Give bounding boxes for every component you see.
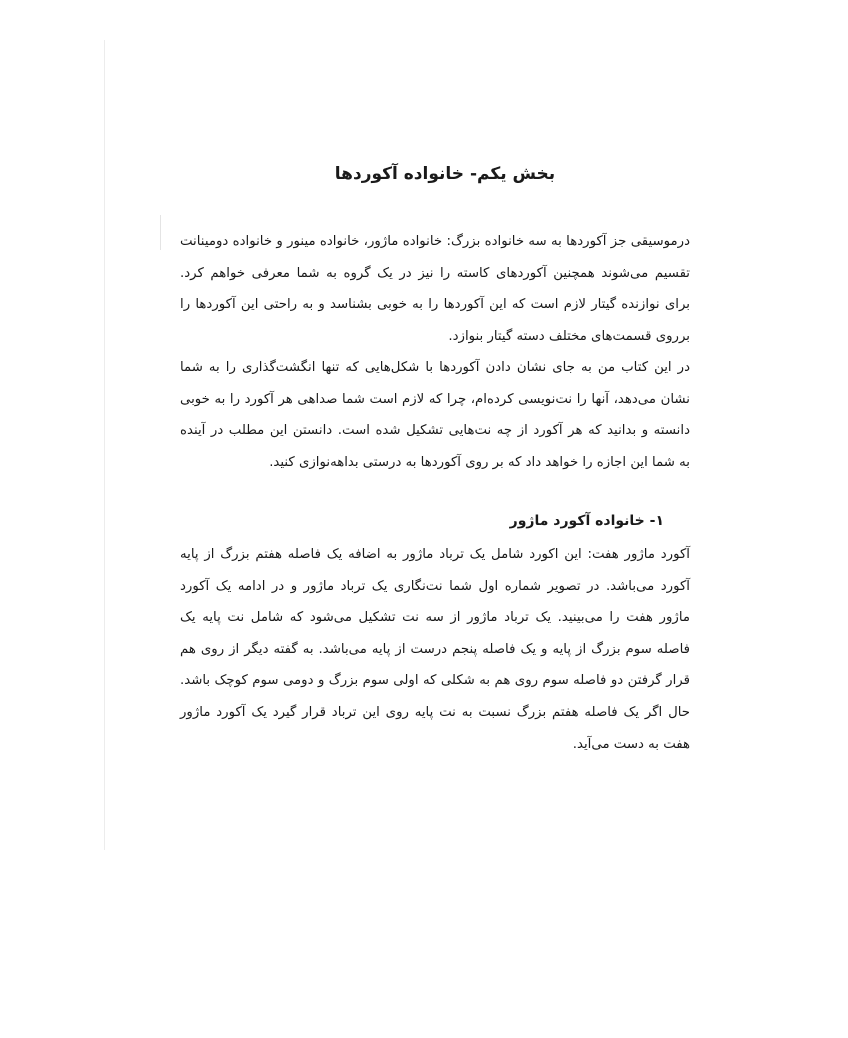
text-line: هفت به دست می‌آید. [572,736,690,752]
page-margin-mark [160,215,161,250]
text-line: آکورد ماژور هفت: این اکورد شامل یک ترباد ماژور به اضافه یک فاصله هفتم بزرگ از پایه [180,547,690,562]
section-paragraph [180,539,690,760]
text-line: نشان می‌دهد، آنها را نت‌نویسی کرده‌ام، چرا که لازم است شما صداهی هر آکورد را به خوبی [180,391,690,407]
text-line: تقسیم می‌شوند همچنین آکوردهای کاسته را نیز در یک گروه به شما معرفی خواهم کرد. [180,265,690,281]
second-paragraph [180,352,690,478]
intro-paragraph [180,226,690,352]
text-line: فاصله سوم بزرگ از پایه و یک فاصله پنجم درست از پایه می‌باشد. به گفته دیگر از روی هم [180,641,690,657]
text-line: به شما این اجازه را خواهد داد که بر روی آکوردها به درستی بداهه‌نوازی کنید. [269,454,690,470]
text-line: قرار گرفتن دو فاصله سوم روی هم به شکلی که اولی سوم بزرگ و دومی سوم کوچک باشد. [180,673,690,689]
text-line: دانسته و بدانید که هر آکورد از چه نت‌هایی تشکیل شده است. دانستن این مطلب در آینده [180,423,690,439]
text-line: آکورد می‌باشد. در تصویر شماره اول شما نت‌نگاری یک ترباد ماژور و در ادامه یک آکورد [180,578,690,594]
page-title: بخش یکم- خانواده آکوردها [334,164,556,184]
text-line: در این کتاب من به جای نشان دادن آکوردها با شکل‌هایی که تنها انگشت‌گذاری را به شما [180,360,690,375]
text-line: ماژور هفت را می‌بینید. یک ترباد ماژور از سه نت تشکیل می‌شود که شامل نت پایه یک [180,610,690,626]
text-line: برای نوازنده گیتار لازم است که این آکوردها را به خوبی بشناسد و به راحتی این آکوردها را [180,297,690,313]
text-line: حال اگر یک فاصله هفتم بزرگ نسبت به نت پایه روی این ترباد قرار گیرد یک آکورد ماژور [180,704,690,720]
section-heading: ۱- خانواده آکورد ماژور [509,513,664,529]
text-line: درموسیقی جز آکوردها به سه خانواده بزرگ: خانواده ماژور، خانواده مینور و خانواده دومینانت [180,234,690,249]
text-line: برروی قسمت‌های مختلف دسته گیتار بنوازد. [448,328,690,344]
page-binding-shadow [104,40,105,850]
